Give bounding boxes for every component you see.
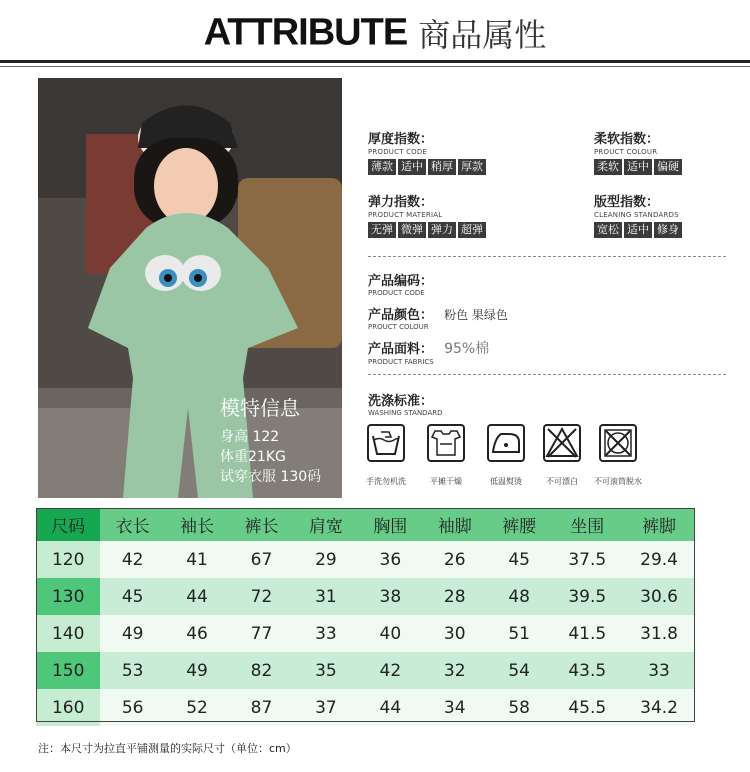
- table-cell: 58: [487, 689, 551, 726]
- table-cell: 130: [36, 578, 100, 615]
- elasticity-option: 无弹: [368, 222, 396, 238]
- fit-option: 修身: [654, 222, 682, 238]
- table-cell: 44: [165, 578, 229, 615]
- table-row: [36, 652, 695, 689]
- table-cell: 42: [358, 652, 422, 689]
- header: [0, 0, 750, 70]
- table-cell: 37.5: [551, 541, 623, 578]
- fit-index: [594, 191, 682, 238]
- table-header-cell: 袖脚: [423, 508, 487, 541]
- table-cell: 36: [358, 541, 422, 578]
- table-header-cell: 坐围: [551, 508, 623, 541]
- model-weight: 体重21KG: [220, 449, 286, 465]
- table-header-cell: 裤脚: [623, 508, 695, 541]
- low-iron-icon: [487, 424, 525, 462]
- model-photo: [38, 78, 342, 498]
- table-cell: 41.5: [551, 615, 623, 652]
- table-cell: 77: [229, 615, 293, 652]
- table-cell: 48: [487, 578, 551, 615]
- product-color-value: 粉色 果绿色: [444, 308, 508, 322]
- elasticity-option: 超弹: [458, 222, 486, 238]
- flat-dry-icon: [427, 424, 465, 462]
- table-cell: 45.5: [551, 689, 623, 726]
- table-cell: 33: [294, 615, 358, 652]
- footnote: 注：本尺寸为拉直平铺测量的实际尺寸（单位：cm）: [38, 742, 297, 755]
- wash-item: [358, 424, 414, 487]
- wash-item: [478, 424, 534, 487]
- thickness-option: 适中: [398, 159, 426, 175]
- wash-item: [534, 424, 590, 487]
- washing-label: 洗涤标准：: [368, 394, 434, 409]
- softness-option: 柔软: [594, 159, 622, 175]
- wash-item-label: 不可漂白: [546, 477, 578, 486]
- model-info-title: 模特信息: [220, 396, 300, 420]
- table-header-cell: 胸围: [358, 508, 422, 541]
- table-cell: 53: [100, 652, 164, 689]
- product-fabric-value: 95%棉: [444, 341, 490, 357]
- table-cell: 56: [100, 689, 164, 726]
- table-cell: 29: [294, 541, 358, 578]
- table-header-row: [36, 508, 695, 541]
- table-cell: 26: [423, 541, 487, 578]
- table-cell: 30: [423, 615, 487, 652]
- product-code-label: 产品编码：: [368, 274, 434, 289]
- product-code-sub: PRODUCT CODE: [368, 289, 425, 297]
- table-cell: 45: [100, 578, 164, 615]
- table-row: [36, 615, 695, 652]
- wash-item-label: 低温熨烫: [490, 477, 522, 486]
- wash-item: [590, 424, 646, 487]
- elasticity-option: 弹力: [428, 222, 456, 238]
- washing-sub: WASHING STANDARD: [368, 409, 443, 417]
- table-cell: 67: [229, 541, 293, 578]
- product-color-sub: PROUCT COLOUR: [368, 323, 429, 331]
- table-header-cell: 尺码: [36, 508, 100, 541]
- table-cell: 140: [36, 615, 100, 652]
- table-cell: 44: [358, 689, 422, 726]
- product-color-label: 产品颜色：: [368, 308, 434, 323]
- fit-sub: CLEANING STANDARDS: [594, 211, 679, 219]
- model-height: 身高 122: [220, 429, 280, 445]
- product-fabric: [368, 338, 489, 366]
- table-cell: 150: [36, 652, 100, 689]
- fit-label: 版型指数：: [594, 195, 660, 210]
- softness-label: 柔软指数：: [594, 132, 660, 147]
- table-cell: 52: [165, 689, 229, 726]
- washing-icons: [368, 424, 668, 484]
- softness-option: 适中: [624, 159, 652, 175]
- washing-standard: [368, 390, 443, 417]
- thickness-index: [368, 128, 486, 175]
- title-chinese: 商品属性: [418, 16, 547, 54]
- wash-item-label: 平摊干燥: [430, 477, 462, 486]
- table-header-cell: 袖长: [165, 508, 229, 541]
- table-cell: 45: [487, 541, 551, 578]
- size-table: [36, 508, 695, 726]
- thickness-option: 薄款: [368, 159, 396, 175]
- table-cell: 43.5: [551, 652, 623, 689]
- table-row: [36, 689, 695, 726]
- table-row: [36, 541, 695, 578]
- wash-item-label: 不可滚筒脱水: [594, 477, 642, 486]
- thickness-sub: PRODUCT CODE: [368, 148, 428, 156]
- table-cell: 160: [36, 689, 100, 726]
- title-english: ATTRIBUTE: [203, 11, 408, 54]
- table-header-cell: 裤腰: [487, 508, 551, 541]
- wash-item-label: 手洗勿机洗: [366, 477, 406, 486]
- softness-sub: PROUCT COLOUR: [594, 148, 658, 156]
- fit-option: 适中: [624, 222, 652, 238]
- table-cell: 31: [294, 578, 358, 615]
- table-cell: 34: [423, 689, 487, 726]
- product-code: [368, 270, 433, 297]
- product-fabric-sub: PRODUCT FABRICS: [368, 358, 434, 366]
- elasticity-sub: PRODUCT MATERIAL: [368, 211, 443, 219]
- table-cell: 33: [623, 652, 695, 689]
- table-cell: 35: [294, 652, 358, 689]
- table-cell: 37: [294, 689, 358, 726]
- model-info: [220, 392, 321, 487]
- no-bleach-icon: [543, 424, 581, 462]
- product-color: [368, 304, 508, 331]
- table-cell: 38: [358, 578, 422, 615]
- table-cell: 41: [165, 541, 229, 578]
- divider: [368, 374, 726, 375]
- table-cell: 39.5: [551, 578, 623, 615]
- table-cell: 40: [358, 615, 422, 652]
- header-divider-thick: [0, 60, 750, 63]
- table-cell: 87: [229, 689, 293, 726]
- elasticity-label: 弹力指数：: [368, 195, 434, 210]
- table-cell: 54: [487, 652, 551, 689]
- table-cell: 28: [423, 578, 487, 615]
- thickness-label: 厚度指数：: [368, 132, 434, 147]
- elasticity-option: 微弹: [398, 222, 426, 238]
- table-cell: 82: [229, 652, 293, 689]
- table-cell: 42: [100, 541, 164, 578]
- table-header-cell: 衣长: [100, 508, 164, 541]
- table-cell: 30.6: [623, 578, 695, 615]
- divider: [368, 256, 726, 257]
- thickness-option: 厚款: [458, 159, 486, 175]
- table-cell: 51: [487, 615, 551, 652]
- header-divider-thin: [0, 66, 750, 67]
- table-header-cell: 肩宽: [294, 508, 358, 541]
- table-cell: 29.4: [623, 541, 695, 578]
- table-header-cell: 裤长: [229, 508, 293, 541]
- table-cell: 120: [36, 541, 100, 578]
- table-cell: 32: [423, 652, 487, 689]
- table-cell: 34.2: [623, 689, 695, 726]
- wash-item: [418, 424, 474, 487]
- softness-option: 偏硬: [654, 159, 682, 175]
- softness-index: [594, 128, 682, 175]
- table-row: [36, 578, 695, 615]
- table-cell: 72: [229, 578, 293, 615]
- elasticity-index: [368, 191, 486, 238]
- hand-wash-icon: [367, 424, 405, 462]
- table-cell: 49: [100, 615, 164, 652]
- page-title: [0, 10, 750, 56]
- table-cell: 49: [165, 652, 229, 689]
- table-cell: 31.8: [623, 615, 695, 652]
- product-fabric-label: 产品面料：: [368, 342, 434, 357]
- fit-option: 宽松: [594, 222, 622, 238]
- model-tried-size: 试穿衣服 130码: [220, 469, 322, 485]
- no-tumble-dry-icon: [599, 424, 637, 462]
- table-cell: 46: [165, 615, 229, 652]
- thickness-option: 稍厚: [428, 159, 456, 175]
